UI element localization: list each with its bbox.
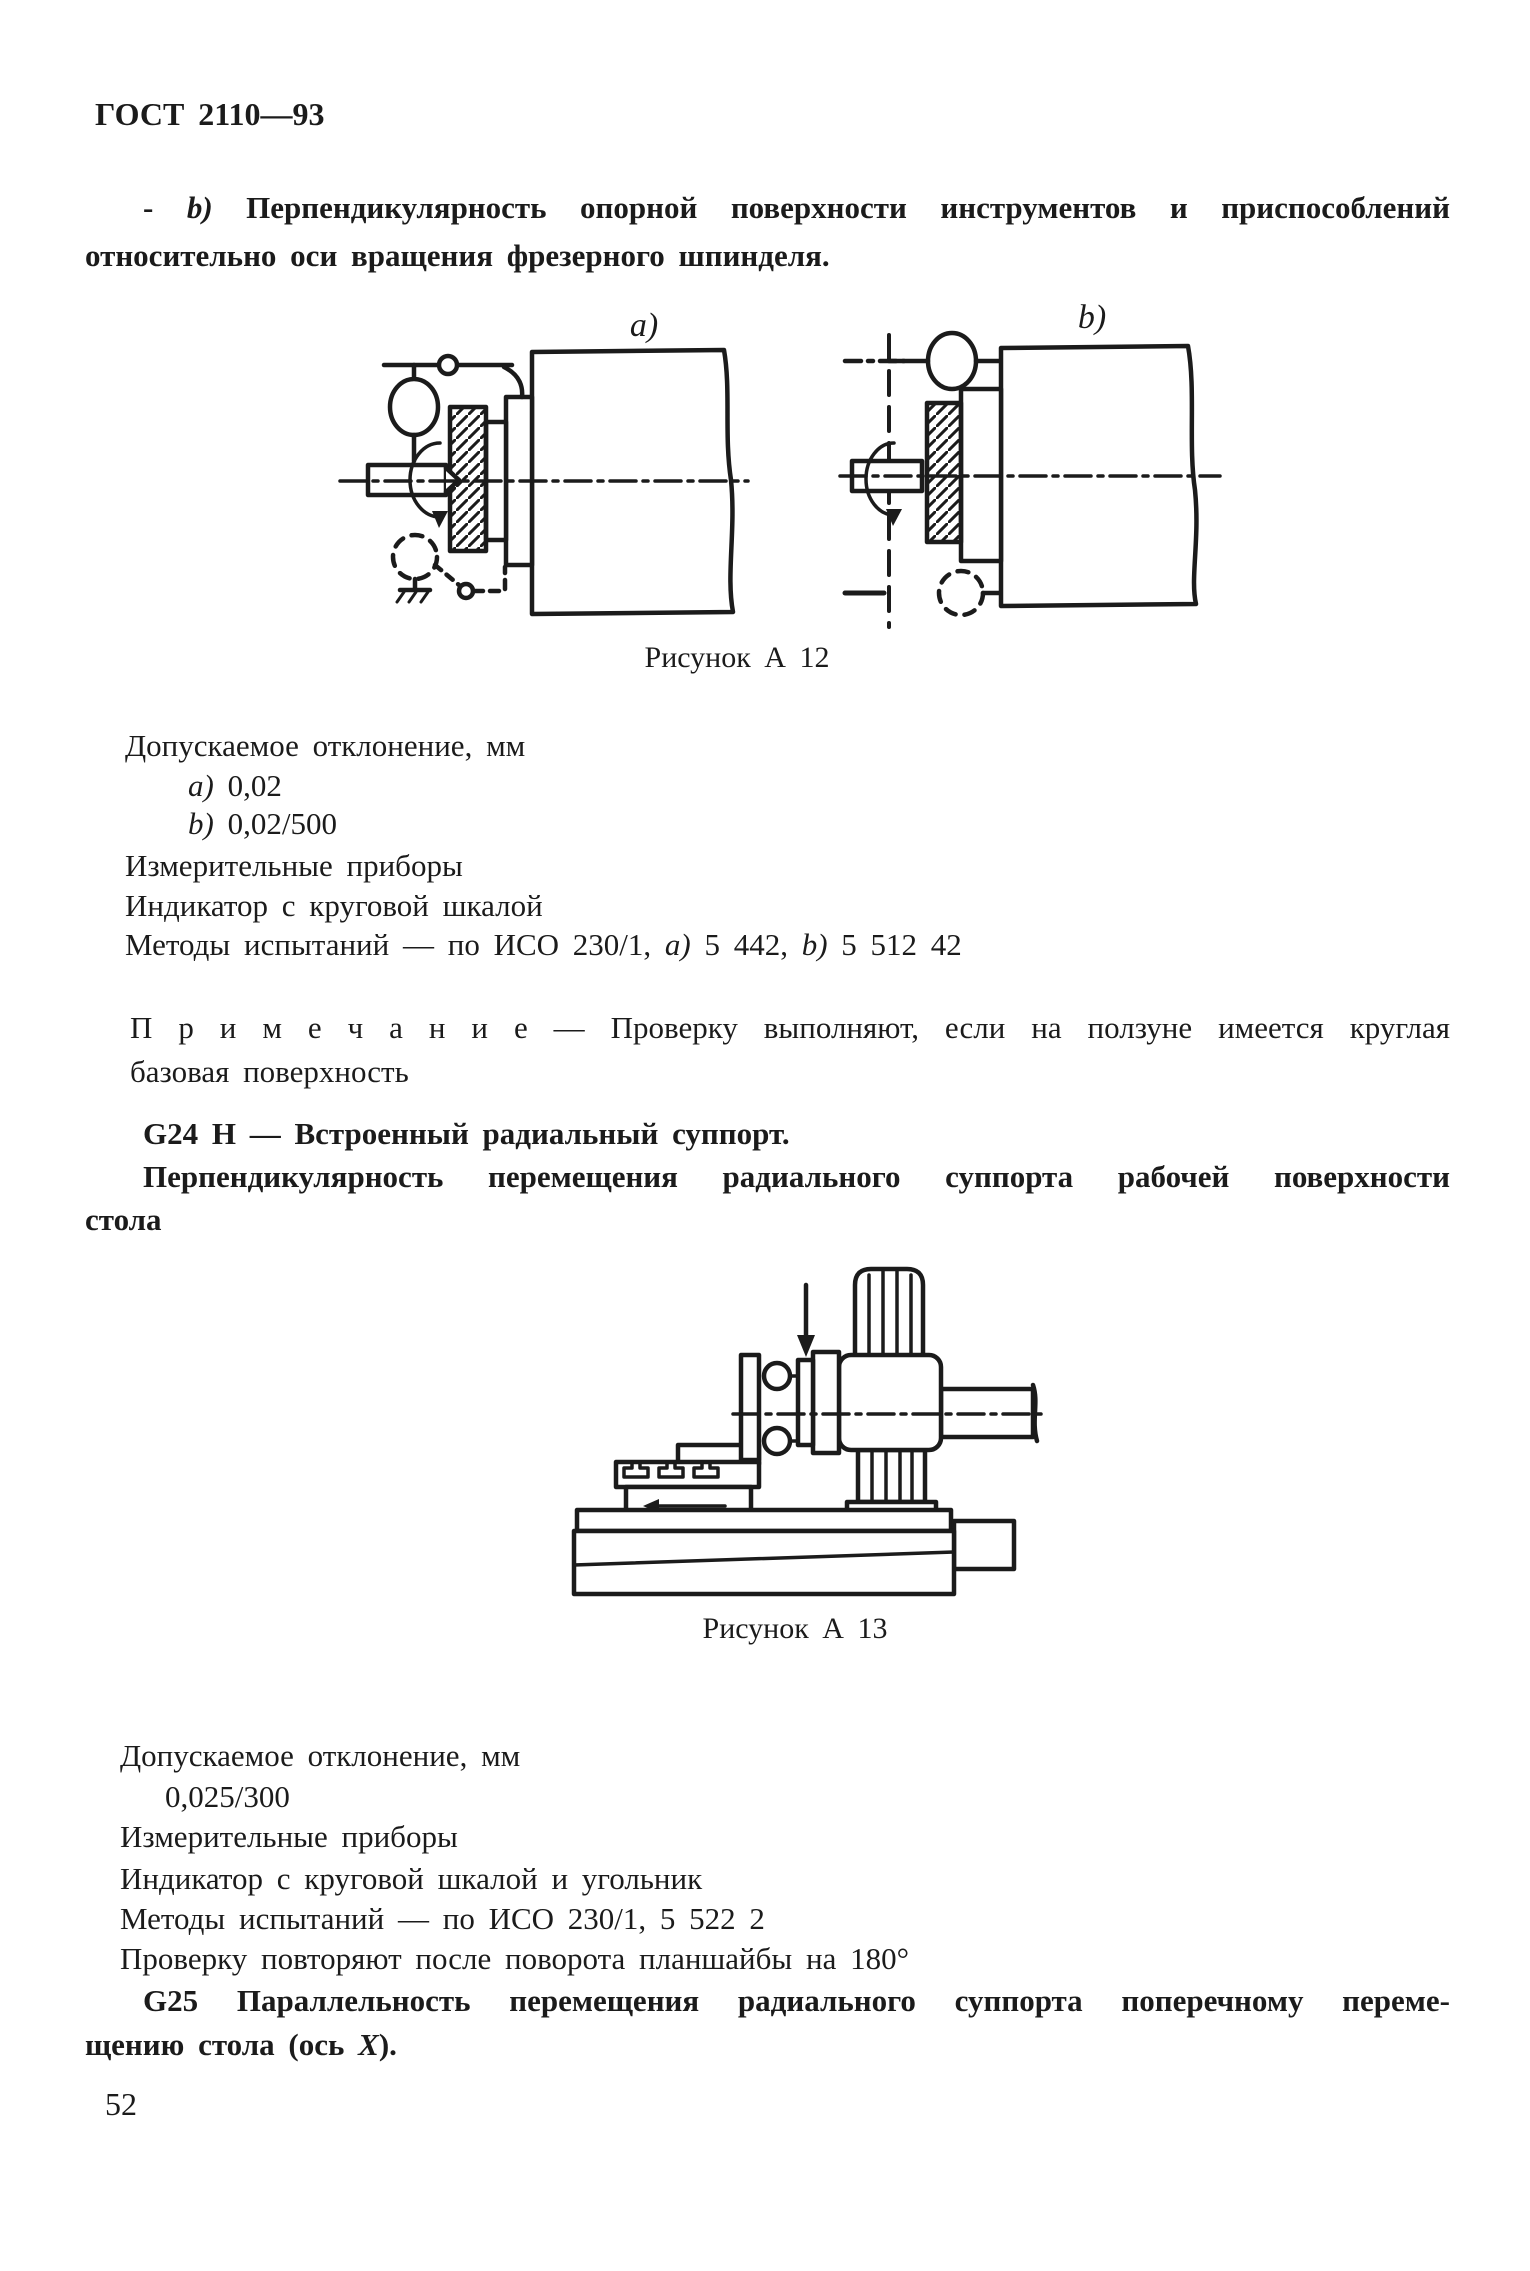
intro-item-marker: b) [186, 190, 213, 225]
ground-tick [421, 592, 428, 602]
table-top [616, 1462, 759, 1487]
holder-arm [504, 367, 522, 397]
item-a-marker: a) [188, 768, 214, 803]
methods-b-value: 5 512 42 [827, 927, 962, 962]
clamp-knob [439, 356, 457, 374]
methods-prefix: Методы испытаний — по ИСО 230/1, [125, 927, 665, 962]
spec2-instruments-value: Индикатор с круговой шкалой и угольник [120, 1861, 703, 1896]
ground-tick [409, 592, 416, 602]
column-body [858, 1450, 925, 1502]
note-line-1-text: — Проверку выполняют, если на ползуне имеется круглая [527, 1010, 1450, 1045]
g25-code: G25 [143, 1983, 199, 2018]
bracket-plate [741, 1355, 759, 1460]
note-line-2: базовая поверхность [130, 1053, 409, 1089]
ground-tick [397, 592, 404, 602]
dial-indicator-alt-position [939, 571, 983, 615]
standard-number: ГОСТ 2110—93 [95, 96, 325, 132]
methods-a-value: 5 442, [690, 927, 802, 962]
g25-axis-x: Х [358, 2027, 379, 2062]
spec2-instruments-title: Измерительные приборы [120, 1819, 458, 1854]
dial-indicator-upper [764, 1363, 790, 1389]
g25-line-2-prefix: щению стола (ось [85, 2027, 359, 2062]
g25-line-1 [85, 1983, 1450, 2019]
g25-line-2 [85, 2027, 1450, 2063]
collar-face [798, 1360, 813, 1445]
spec1-methods [125, 927, 962, 963]
figure-a12-drawing [300, 295, 1250, 640]
spec2-methods: Методы испытаний — по ИСО 230/1, 5 522 2 [120, 1901, 765, 1936]
item-a-value: 0,02 [213, 768, 282, 803]
intro-paragraph [85, 190, 1450, 274]
g24-line-1: G24 Н — Встроенный радиальный суппорт. [143, 1116, 790, 1151]
spec1-deviation-title: Допускаемое отклонение, мм [125, 728, 526, 763]
spec2-deviation-value: 0,025/300 [165, 1779, 290, 1814]
spec2-repeat-note: Проверку повторяют после поворота планшайбы на 180° [120, 1941, 909, 1976]
alt-clamp-knob [459, 584, 473, 598]
methods-a-marker: a) [664, 927, 691, 962]
g24-paragraph [85, 1116, 1450, 1238]
motor-housing [855, 1269, 923, 1357]
rotation-arrowhead [432, 511, 448, 528]
intro-line-1 [85, 190, 1450, 226]
alt-linkage-2 [474, 567, 505, 591]
figure-a12-caption: Рисунок А 12 [644, 641, 830, 674]
test-disc-hatched [927, 403, 961, 542]
g24-line-3: стола [85, 1202, 162, 1237]
intro-dash: - [143, 190, 187, 225]
intro-line-1-text: Перпендикулярность опорной поверхности инструментов и приспособлений [212, 190, 1450, 225]
bed-slide [577, 1510, 951, 1531]
note-label: П р и м е ч а н и е [130, 1010, 528, 1045]
g24-line-2: Перпендикулярность перемещения радиального суппорта рабочей поверхности [143, 1159, 1450, 1194]
figure-a13-drawing [560, 1255, 1060, 1600]
radial-support-head [839, 1355, 941, 1450]
alt-linkage [435, 565, 459, 585]
item-b-value: 0,02/500 [213, 806, 337, 841]
page-number: 52 [105, 2086, 137, 2122]
item-b-marker: b) [188, 806, 214, 841]
figure-a12-diagram-a [340, 350, 748, 614]
intro-line-2: относительно оси вращения фрезерного шпинделя. [85, 238, 830, 273]
figure-a12-label-a: a) [629, 307, 659, 344]
g25-line-1-text: Параллельность перемещения радиального суппорта поперечному переме- [198, 1983, 1450, 2018]
note-line-1 [130, 1010, 1450, 1046]
figure-a13-caption: Рисунок А 13 [702, 1612, 888, 1645]
spec1-item-a [188, 768, 282, 804]
dial-indicator-lower [764, 1428, 790, 1454]
figure-a12-label-b: b) [1077, 299, 1107, 336]
methods-b-marker: b) [801, 927, 828, 962]
dial-indicator [390, 379, 438, 435]
spec2-deviation-title: Допускаемое отклонение, мм [120, 1738, 521, 1773]
g25-line-2-suffix: ). [378, 2027, 397, 2062]
spec1-item-b [188, 806, 337, 842]
spec1-instruments-title: Измерительные приборы [125, 848, 463, 883]
g25-paragraph [85, 1983, 1450, 2063]
dial-indicator [928, 333, 976, 389]
head-collar [813, 1352, 839, 1453]
note-paragraph [130, 1010, 1450, 1089]
dial-indicator-alt-position [393, 535, 437, 579]
bed-extension [954, 1521, 1014, 1569]
figure-a12-diagram-b [840, 333, 1220, 627]
spec1-instruments-value: Индикатор с круговой шкалой [125, 888, 543, 923]
